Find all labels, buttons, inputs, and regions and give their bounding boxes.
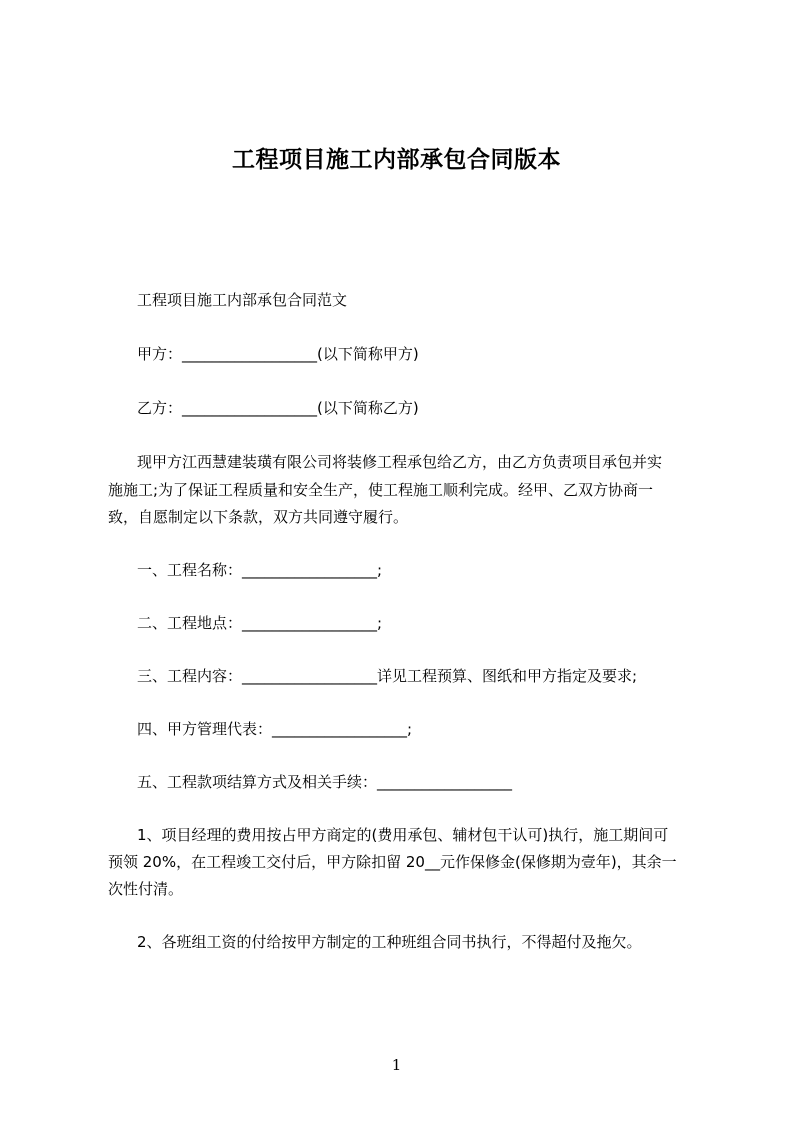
item1-line-1: 1、项目经理的费用按占甲方商定的(费用承包、辅材包干认可)执行，施工期间可 bbox=[137, 826, 669, 844]
party-a-line: 甲方：__________________(以下简称甲方) bbox=[137, 345, 419, 363]
intro-line-1: 现甲方江西慧建装璜有限公司将装修工程承包给乙方，由乙方负责项目承包并实 bbox=[137, 453, 663, 471]
intro-line-2: 施施工;为了保证工程质量和安全生产，使工程施工顺利完成。经甲、乙双方协商一 bbox=[108, 481, 654, 499]
item1-line-3: 次性付清。 bbox=[108, 880, 184, 898]
clause-party-a-representative: 四、甲方管理代表：__________________; bbox=[137, 720, 413, 738]
party-b-line: 乙方：__________________(以下简称乙方) bbox=[137, 399, 419, 417]
item2-line: 2、各班组工资的付给按甲方制定的工种班组合同书执行，不得超付及拖欠。 bbox=[137, 933, 642, 951]
clause-project-location: 二、工程地点：__________________; bbox=[137, 614, 383, 632]
page-number: 1 bbox=[391, 1056, 402, 1074]
document-title: 工程项目施工内部承包合同版本 bbox=[232, 147, 561, 173]
document-subtitle: 工程项目施工内部承包合同范文 bbox=[137, 291, 348, 309]
item1-line-2: 预领 20%，在工程竣工交付后，甲方除扣留 20__元作保修金(保修期为壹年)，其余一 bbox=[108, 853, 677, 871]
clause-project-content: 三、工程内容：__________________详见工程预算、图纸和甲方指定及要求; bbox=[137, 667, 638, 685]
intro-line-3: 致，自愿制定以下条款，双方共同遵守履行。 bbox=[108, 508, 409, 526]
clause-payment-settlement: 五、工程款项结算方式及相关手续：__________________ bbox=[137, 773, 513, 791]
clause-project-name: 一、工程名称：__________________; bbox=[137, 561, 383, 579]
